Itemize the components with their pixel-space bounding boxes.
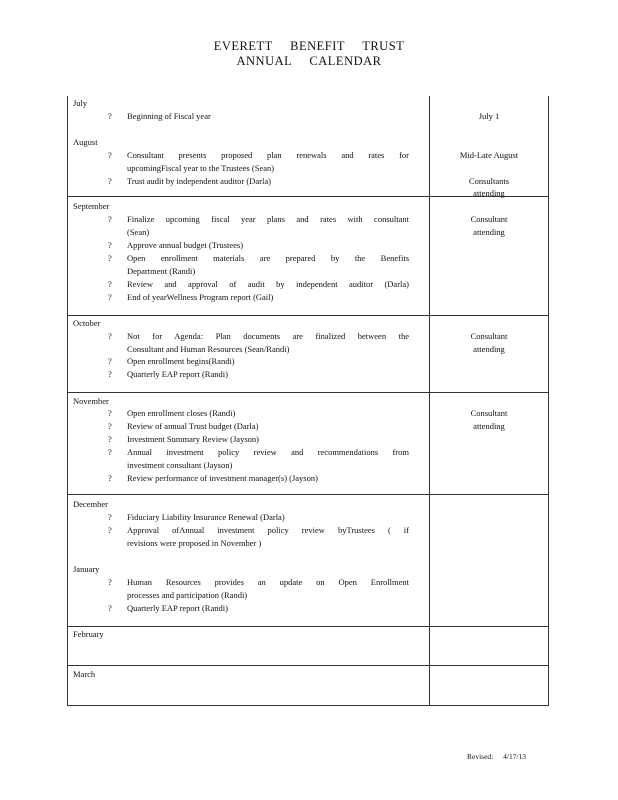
bullet-icon: ? xyxy=(108,356,112,366)
note-october: attending xyxy=(473,344,505,354)
bullet-icon: ? xyxy=(108,447,112,457)
bullet-icon: ? xyxy=(108,150,112,160)
month-label-september: September xyxy=(73,201,110,211)
item-line: Approve annual budget (Trustees) xyxy=(127,240,244,250)
item-line: Fiduciary Liability Insurance Renewal (Darla) xyxy=(127,512,285,522)
item-line: Beginning of Fiscal year xyxy=(127,111,211,121)
item-line: Open enrollment closes (Randi) xyxy=(127,408,236,418)
revised-stamp xyxy=(467,752,526,761)
item-line: Consultant and Human Resources (Sean/Randi) xyxy=(127,343,290,354)
bullet-icon: ? xyxy=(108,408,112,418)
month-label-november: November xyxy=(73,396,109,406)
note-september: attending xyxy=(473,227,505,237)
item-line: Investment Summary Review (Jayson) xyxy=(127,434,259,444)
item-line: End of yearWellness Program report (Gail) xyxy=(127,292,274,302)
item-line: Finalize upcoming fiscal year plans and rates with consultant xyxy=(127,214,409,224)
bullet-icon: ? xyxy=(108,577,112,587)
bullet-icon: ? xyxy=(108,240,112,250)
row-divider-february xyxy=(67,626,549,627)
note-november: Consultant xyxy=(470,408,508,418)
month-label-december: December xyxy=(73,499,108,509)
note-august-timing: Mid-Late August xyxy=(459,150,519,160)
bullet-icon: ? xyxy=(108,214,112,224)
bullet-icon: ? xyxy=(108,253,112,263)
item-line: Human Resources provides an update on Open Enrollment xyxy=(127,577,409,587)
bullet-icon: ? xyxy=(108,421,112,431)
bullet-icon: ? xyxy=(108,331,112,341)
bullet-icon: ? xyxy=(108,603,112,613)
item-line: Trust audit by independent auditor (Darla) xyxy=(127,176,271,186)
bullet-icon: ? xyxy=(108,473,112,483)
item-line: revisions were proposed in November ) xyxy=(127,537,262,548)
revised-date: 4/17/13 xyxy=(503,752,527,761)
document-subtitle: ANNUAL CALENDAR xyxy=(236,54,382,68)
row-divider-november xyxy=(67,392,549,393)
item-line: Quarterly EAP report (Randi) xyxy=(127,603,228,613)
month-label-january: January xyxy=(73,564,100,574)
bullet-icon: ? xyxy=(108,525,112,535)
note-september: Consultant xyxy=(470,214,508,224)
bullet-icon: ? xyxy=(108,369,112,379)
item-line: upcomingFiscal year to the Trustees (Sean) xyxy=(127,162,275,173)
item-line: investment consultant (Jayson) xyxy=(127,459,233,470)
month-label-august: August xyxy=(73,137,98,147)
item-line: Open enrollment begins(Randi) xyxy=(127,356,235,366)
note-august-attending: Consultants xyxy=(468,176,510,186)
item-line: Open enrollment materials are prepared by the Benefits xyxy=(127,253,409,263)
month-label-october: October xyxy=(73,318,101,328)
month-label-march: March xyxy=(73,669,96,679)
item-line: Quarterly EAP report (Randi) xyxy=(127,369,228,379)
bullet-icon: ? xyxy=(108,434,112,444)
item-line: Consultant presents proposed plan renewals and rates for xyxy=(127,150,409,160)
bullet-icon: ? xyxy=(108,111,112,121)
item-line: (Sean) xyxy=(127,226,150,237)
item-line: Department (Randi) xyxy=(127,265,196,276)
note-july: July 1 xyxy=(478,111,500,121)
bullet-icon: ? xyxy=(108,176,112,186)
item-line: Review performance of investment manager(s) (Jayson) xyxy=(127,473,318,483)
item-line: Annual investment policy review and recommendations from xyxy=(127,447,409,457)
item-line: Not for Agenda: Plan documents are finalized between the xyxy=(127,331,409,341)
item-line: Review of annual Trust budget (Darla) xyxy=(127,421,259,431)
bullet-icon: ? xyxy=(108,279,112,289)
item-line: processes and participation (Randi) xyxy=(127,589,248,600)
note-august-attending: attending xyxy=(473,188,505,198)
note-october: Consultant xyxy=(470,331,508,341)
document-title: EVERETT BENEFIT TRUST xyxy=(213,39,405,53)
row-divider-march xyxy=(67,665,549,666)
item-line: Review and approval of audit by independent auditor (Darla) xyxy=(127,279,409,289)
bullet-icon: ? xyxy=(108,292,112,302)
note-november: attending xyxy=(473,421,505,431)
bullet-icon: ? xyxy=(108,512,112,522)
month-label-february: February xyxy=(73,629,104,639)
month-label-july: July xyxy=(73,98,88,108)
revised-label: Revised: xyxy=(467,752,494,761)
item-line: Approval ofAnnual investment policy review byTrustees ( if xyxy=(127,525,409,535)
row-divider-december xyxy=(67,494,549,495)
row-divider-october xyxy=(67,315,549,316)
